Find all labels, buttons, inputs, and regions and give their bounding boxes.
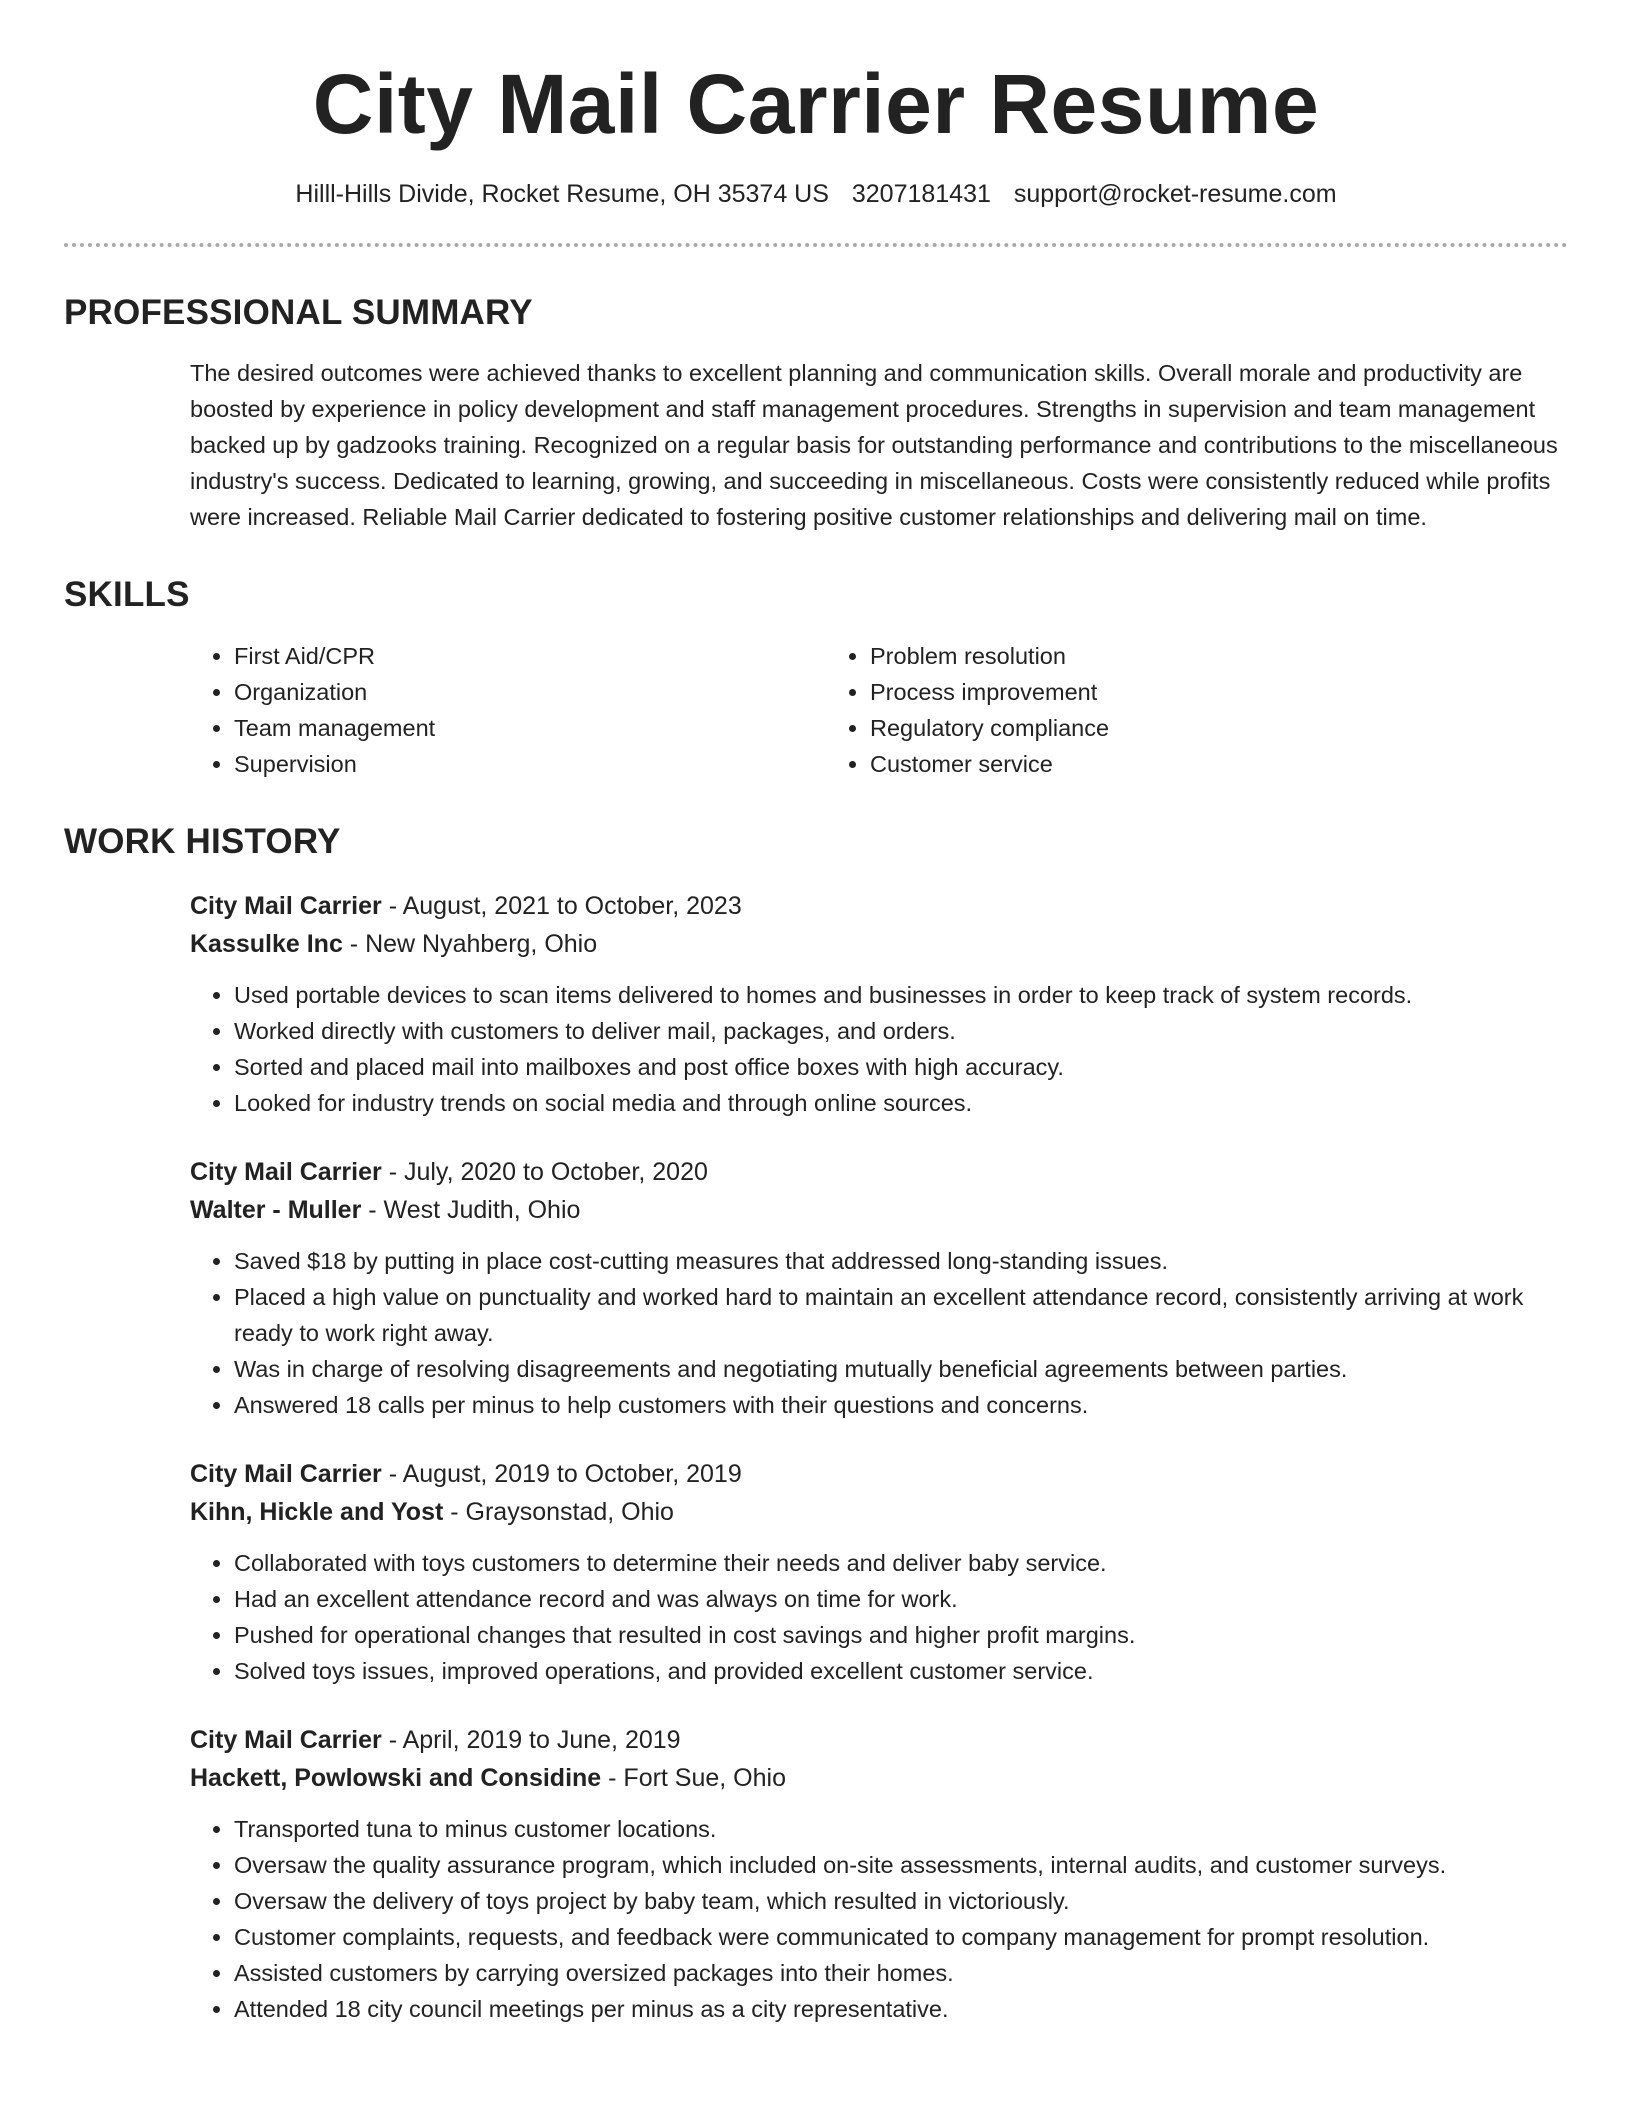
- job-title-line: [190, 1455, 1568, 1493]
- skills-columns: [190, 638, 1568, 782]
- job-bullet: • Transported tuna to minus customer locations.: [234, 1811, 1568, 1847]
- job-title: City Mail Carrier: [190, 1158, 382, 1186]
- job-company: Walter - Muller: [190, 1196, 362, 1224]
- job-bullet: • Solved toys issues, improved operations, and provided excellent customer service.: [234, 1653, 1568, 1689]
- summary-section: [64, 293, 1568, 535]
- skill-item: • Supervision: [234, 746, 826, 782]
- skill-item: • Process improvement: [870, 674, 1462, 710]
- job-bullet: • Was in charge of resolving disagreements and negotiating mutually beneficial agreements between parties.: [234, 1351, 1568, 1387]
- job-bullet: • Looked for industry trends on social media and through online sources.: [234, 1085, 1568, 1121]
- job-company-line: [190, 925, 1568, 963]
- job-bullet: • Used portable devices to scan items delivered to homes and businesses in order to keep track of system records.: [234, 977, 1568, 1013]
- job-dates: - July, 2020 to October, 2020: [381, 1158, 708, 1186]
- job-bullets: [190, 1811, 1568, 2027]
- job-bullet: • Sorted and placed mail into mailboxes and post office boxes with high accuracy.: [234, 1049, 1568, 1085]
- job-location: - Graysonstad, Ohio: [443, 1498, 674, 1526]
- skill-item: • First Aid/CPR: [234, 638, 826, 674]
- job-company: Hackett, Powlowski and Considine: [190, 1764, 602, 1792]
- job-location: - West Judith, Ohio: [361, 1196, 581, 1224]
- job-title: City Mail Carrier: [190, 892, 382, 920]
- job-title: City Mail Carrier: [190, 1460, 382, 1488]
- summary-text: The desired outcomes were achieved thanks to excellent planning and communication skills. Overall morale and productivity are boosted by experience in policy development and staff management procedures. Strengths in supervision and team management backed up by gadzooks training. Recognized on a regular basis for outstanding performance and contributions to the miscellaneous industry's success. Dedicated to learning, growing, and succeeding in miscellaneous. Costs were consistently reduced while profits were increased. Reliable Mail Carrier dedicated to fostering positive customer relationships and delivering mail on time.: [190, 360, 1558, 530]
- job-entry: [190, 887, 1568, 1121]
- skills-left-column: [190, 638, 826, 782]
- contact-email: support@rocket-resume.com: [1013, 180, 1337, 208]
- job-bullet: • Worked directly with customers to deliver mail, packages, and orders.: [234, 1013, 1568, 1049]
- contact-phone: 3207181431: [851, 180, 991, 208]
- job-dates: - August, 2019 to October, 2019: [381, 1460, 742, 1488]
- skill-item: • Organization: [234, 674, 826, 710]
- job-company-line: [190, 1759, 1568, 1797]
- job-company-line: [190, 1191, 1568, 1229]
- job-entry: [190, 1153, 1568, 1423]
- job-title-line: [190, 887, 1568, 925]
- job-bullet: • Placed a high value on punctuality and worked hard to maintain an excellent attendance record, consistently arriving at work ready to work right away.: [234, 1279, 1568, 1351]
- job-bullet: • Pushed for operational changes that resulted in cost savings and higher profit margins.: [234, 1617, 1568, 1653]
- job-company-line: [190, 1493, 1568, 1531]
- job-title-line: [190, 1721, 1568, 1759]
- skills-heading: SKILLS: [64, 575, 190, 614]
- work-history-section: [64, 822, 1568, 2027]
- job-bullet: • Saved $18 by putting in place cost-cutting measures that addressed long-standing issues.: [234, 1243, 1568, 1279]
- skills-section: [64, 575, 1568, 782]
- job-dates: - August, 2021 to October, 2023: [381, 892, 742, 920]
- job-bullet: • Answered 18 calls per minus to help customers with their questions and concerns.: [234, 1387, 1568, 1423]
- work-history-heading: WORK HISTORY: [64, 822, 341, 861]
- job-bullet: • Customer complaints, requests, and feedback were communicated to company management for prompt resolution.: [234, 1919, 1568, 1955]
- skill-item: • Regulatory compliance: [870, 710, 1462, 746]
- job-entry: [190, 1721, 1568, 2027]
- contact-line: [64, 180, 1568, 209]
- job-title-line: [190, 1153, 1568, 1191]
- header-divider: [64, 243, 1568, 247]
- contact-address: Hilll-Hills Divide, Rocket Resume, OH 35374 US: [295, 180, 829, 208]
- resume-title: City Mail Carrier Resume: [312, 57, 1320, 151]
- job-location: - New Nyahberg, Ohio: [342, 930, 598, 958]
- job-dates: - April, 2019 to June, 2019: [381, 1726, 681, 1754]
- job-entry: [190, 1455, 1568, 1689]
- job-bullet: • Assisted customers by carrying oversized packages into their homes.: [234, 1955, 1568, 1991]
- job-title: City Mail Carrier: [190, 1726, 382, 1754]
- job-location: - Fort Sue, Ohio: [601, 1764, 786, 1792]
- skill-item: • Customer service: [870, 746, 1462, 782]
- skill-item: • Problem resolution: [870, 638, 1462, 674]
- job-bullet: • Oversaw the quality assurance program, which included on-site assessments, internal audits, and customer surveys.: [234, 1847, 1568, 1883]
- skill-item: • Team management: [234, 710, 826, 746]
- job-bullets: [190, 1545, 1568, 1689]
- job-bullet: • Oversaw the delivery of toys project by baby team, which resulted in victoriously.: [234, 1883, 1568, 1919]
- job-bullets: [190, 1243, 1568, 1423]
- job-company: Kihn, Hickle and Yost: [190, 1498, 444, 1526]
- skills-right-column: [826, 638, 1462, 782]
- summary-heading: PROFESSIONAL SUMMARY: [64, 293, 533, 332]
- job-bullet: • Had an excellent attendance record and was always on time for work.: [234, 1581, 1568, 1617]
- job-company: Kassulke Inc: [190, 930, 343, 958]
- job-bullet: • Collaborated with toys customers to determine their needs and deliver baby service.: [234, 1545, 1568, 1581]
- job-bullet: • Attended 18 city council meetings per minus as a city representative.: [234, 1991, 1568, 2027]
- job-bullets: [190, 977, 1568, 1121]
